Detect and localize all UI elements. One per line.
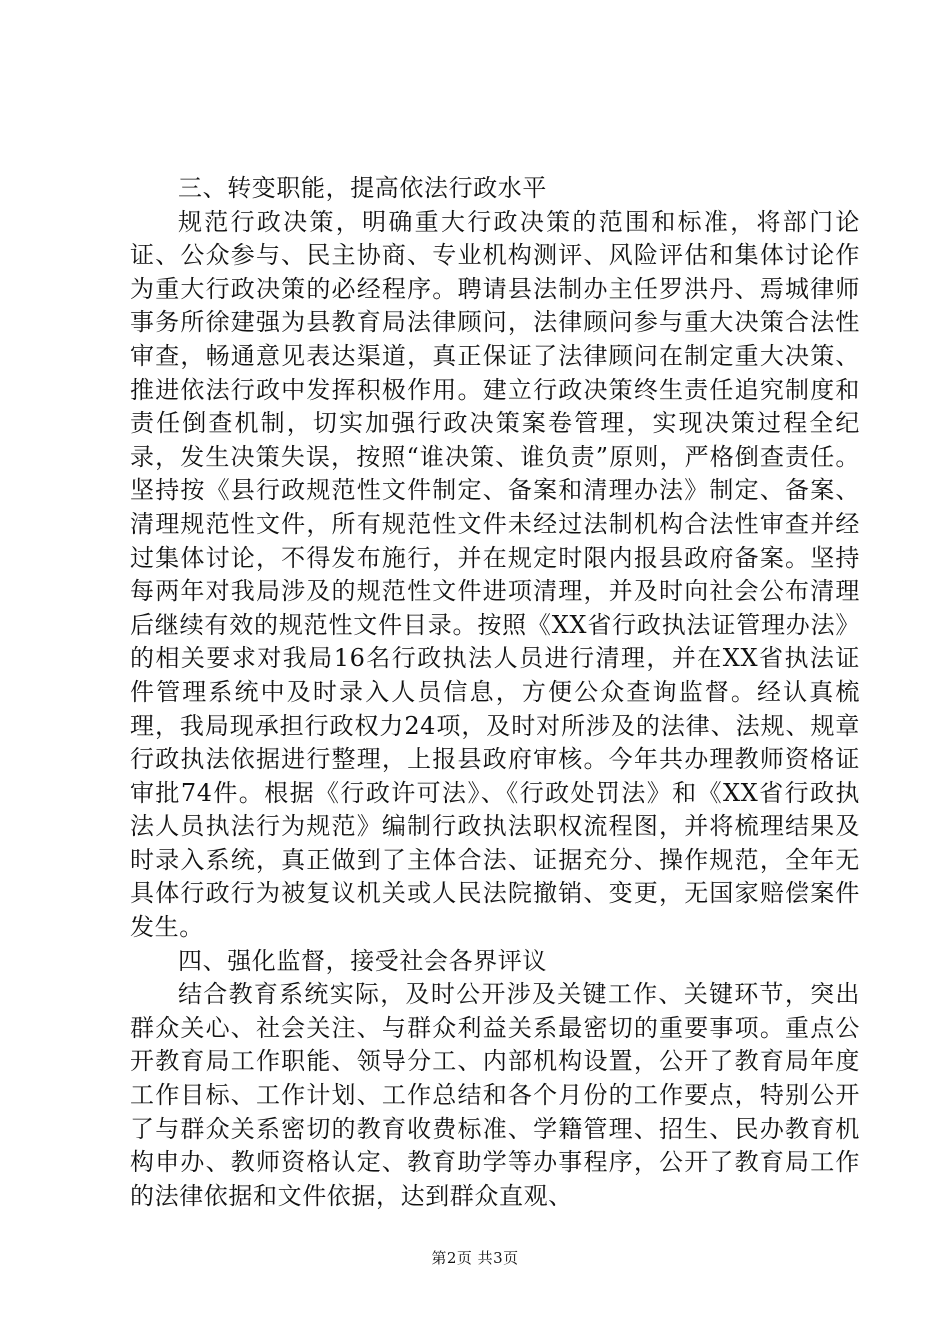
- page-number-footer: 第2页 共3页: [431, 1249, 519, 1267]
- paragraph-public-disclosure: 结合教育系统实际，及时公开涉及关键工作、关键环节，突出群众关心、社会关注、与群众利益关系最密切的重要事项。重点公开教育局工作职能、领导分工、内部机构设置，公开了教育局年度工作目标、工作计划、工作总结和各个月份的工作要点，特别公开了与群众关系密切的教育收费标准、学籍管理、招生、民办教育机构申办、教师资格认定、教育助学等办事程序，公开了教育局工作的法律依据和文件依据，达到群众直观、: [130, 980, 860, 1210]
- document-body: [130, 172, 860, 1213]
- paragraph-decision-making: 规范行政决策，明确重大行政决策的范围和标准，将部门论证、公众参与、民主协商、专业机构测评、风险评估和集体讨论作为重大行政决策的必经程序。聘请县法制办主任罗洪丹、焉城律师事务所徐建强为县教育局法律顾问，法律顾问参与重大决策合法性审查，畅通意见表达渠道，真正保证了法律顾问在制定重大决策、推进依法行政中发挥积极作用。建立行政决策终生责任追究制度和责任倒查机制，切实加强行政决策案卷管理，实现决策过程全纪录，发生决策失误，按照“谁决策、谁负责”原则，严格倒查责任。坚持按《县行政规范性文件制定、备案和清理办法》制定、备案、清理规范性文件，所有规范性文件未经过法制机构合法性审查并经过集体讨论，不得发布施行，并在规定时限内报县政府备案。坚持每两年对我局涉及的规范性文件进项清理，并及时向社会公布清理后继续有效的规范性文件目录。按照《XX省行政执法证管理办法》的相关要求对我局16名行政执法人员进行清理，并在XX省执法证件管理系统中及时录入人员信息，方便公众查询监督。经认真梳理，我局现承担行政权力24项，及时对所涉及的法律、法规、规章行政执法依据进行整理，上报县政府审核。今年共办理教师资格证审批74件。根据《行政许可法》、《行政处罚法》和《XX省行政执法人员执法行为规范》编制行政执法职权流程图，并将梳理结果及时录入系统，真正做到了主体合法、证据充分、操作规范，全年无具体行政行为被复议机关或人民法院撤销、变更，无国家赔偿案件发生。: [130, 207, 860, 942]
- section-heading-4: 四、强化监督，接受社会各界评议: [178, 946, 547, 975]
- section-heading-3: 三、转变职能，提高依法行政水平: [178, 174, 547, 202]
